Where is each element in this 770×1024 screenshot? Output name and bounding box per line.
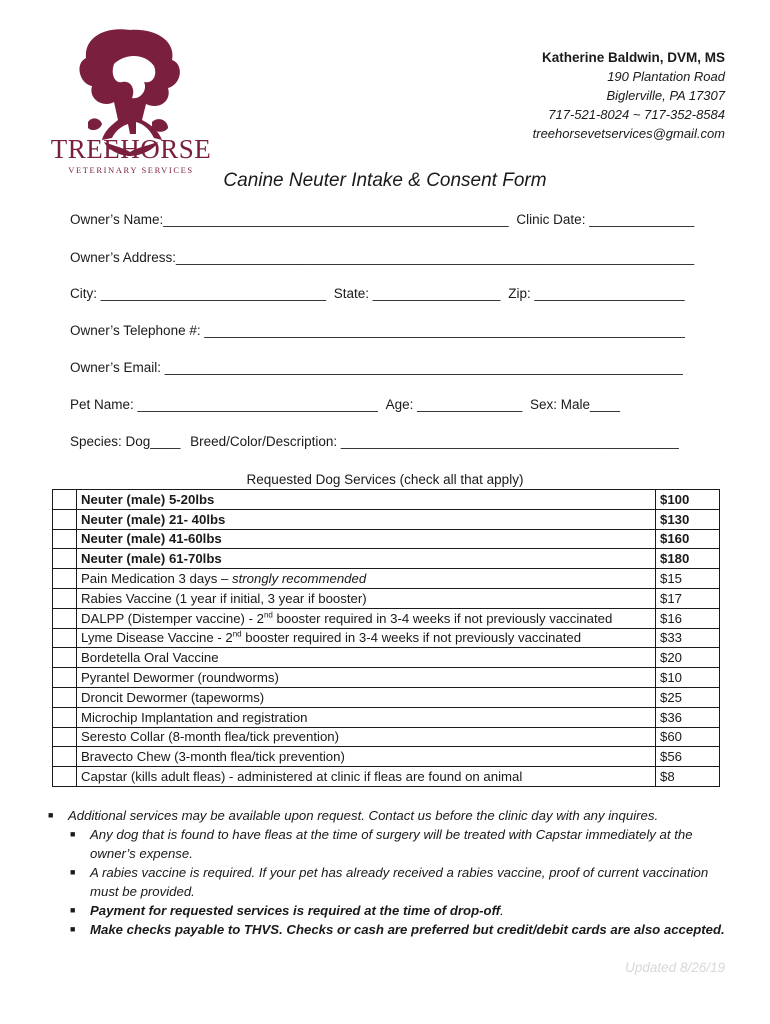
vet-name: Katherine Baldwin, DVM, MS bbox=[541, 50, 725, 65]
service-description: Microchip Implantation and registration bbox=[77, 707, 656, 727]
service-row[interactable] bbox=[53, 767, 720, 787]
service-price: $100 bbox=[656, 490, 720, 510]
note-additional-services: ■ Additional services may be available upon request. Contact us before the clinic day with any inquires. bbox=[48, 808, 659, 823]
contact-block bbox=[533, 48, 725, 143]
email-address: treehorsevetservices@gmail.com bbox=[532, 126, 725, 141]
service-description: Pyrantel Dewormer (roundworms) bbox=[77, 668, 656, 688]
breed-field[interactable]: Breed/Color/Description: _____________________________________________ bbox=[190, 434, 679, 449]
sex-field[interactable]: Sex: Male____ bbox=[529, 397, 621, 412]
service-description: Neuter (male) 5-20lbs bbox=[77, 490, 656, 510]
square-bullet-icon: ■ bbox=[48, 810, 54, 820]
service-row[interactable] bbox=[53, 588, 720, 608]
service-description: Pain Medication 3 days – strongly recommended bbox=[77, 569, 656, 589]
service-row[interactable] bbox=[53, 509, 720, 529]
service-price: $160 bbox=[656, 529, 720, 549]
service-description: Capstar (kills adult fleas) - administered at clinic if fleas are found on animal bbox=[77, 767, 656, 787]
species-row bbox=[70, 434, 679, 449]
service-price: $33 bbox=[656, 628, 720, 648]
service-checkbox-cell[interactable] bbox=[53, 569, 77, 589]
service-price: $10 bbox=[656, 668, 720, 688]
service-row[interactable] bbox=[53, 569, 720, 589]
service-price: $60 bbox=[656, 727, 720, 747]
square-bullet-icon: ■ bbox=[70, 905, 76, 915]
pet-row bbox=[70, 397, 620, 412]
services-table bbox=[52, 489, 720, 787]
square-bullet-icon: ■ bbox=[70, 867, 76, 877]
note-fleas: ■ Any dog that is found to have fleas at the time of surgery will be treated with Capstar immediately at the owner’s expense. bbox=[70, 827, 693, 861]
service-checkbox-cell[interactable] bbox=[53, 509, 77, 529]
service-checkbox-cell[interactable] bbox=[53, 588, 77, 608]
owner-name-row bbox=[70, 212, 694, 227]
service-description: Droncit Dewormer (tapeworms) bbox=[77, 687, 656, 707]
service-price: $36 bbox=[656, 707, 720, 727]
state-field[interactable]: State: _________________ bbox=[333, 286, 501, 301]
service-checkbox-cell[interactable] bbox=[53, 529, 77, 549]
city-state-zip-row bbox=[70, 286, 685, 301]
service-row[interactable] bbox=[53, 687, 720, 707]
notes-list bbox=[44, 806, 734, 939]
service-description: Neuter (male) 41-60lbs bbox=[77, 529, 656, 549]
service-checkbox-cell[interactable] bbox=[53, 490, 77, 510]
service-row[interactable] bbox=[53, 747, 720, 767]
service-description: Bordetella Oral Vaccine bbox=[77, 648, 656, 668]
note-rabies: ■ A rabies vaccine is required. If your pet has already received a rabies vaccine, proof of current vaccination must be provided. bbox=[70, 865, 709, 899]
service-row[interactable] bbox=[53, 628, 720, 648]
telephone-field[interactable]: Owner’s Telephone #: ________________________________________________________________ bbox=[70, 323, 685, 338]
address-line-2: Biglerville, PA 17307 bbox=[606, 88, 725, 103]
telephone-row bbox=[70, 323, 685, 338]
service-description: Lyme Disease Vaccine - 2nd booster required in 3-4 weeks if not previously vaccinated bbox=[77, 628, 656, 648]
service-checkbox-cell[interactable] bbox=[53, 648, 77, 668]
email-field[interactable]: Owner’s Email: _____________________________________________________________________ bbox=[70, 360, 683, 375]
service-price: $180 bbox=[656, 549, 720, 569]
service-description: DALPP (Distemper vaccine) - 2nd booster required in 3-4 weeks if not previously vaccinated bbox=[77, 608, 656, 628]
service-row[interactable] bbox=[53, 549, 720, 569]
city-field[interactable]: City: ______________________________ bbox=[70, 286, 326, 301]
service-price: $15 bbox=[656, 569, 720, 589]
service-price: $8 bbox=[656, 767, 720, 787]
service-checkbox-cell[interactable] bbox=[53, 628, 77, 648]
service-row[interactable] bbox=[53, 608, 720, 628]
age-field[interactable]: Age: ______________ bbox=[385, 397, 523, 412]
service-checkbox-cell[interactable] bbox=[53, 727, 77, 747]
address-line-1: 190 Plantation Road bbox=[607, 69, 725, 84]
service-description: Neuter (male) 21- 40lbs bbox=[77, 509, 656, 529]
service-price: $25 bbox=[656, 687, 720, 707]
owner-name-field[interactable]: Owner’s Name:______________________________________________ bbox=[70, 212, 509, 227]
updated-date: Updated 8/26/19 bbox=[625, 960, 725, 975]
service-description: Seresto Collar (8-month flea/tick prevention) bbox=[77, 727, 656, 747]
service-price: $20 bbox=[656, 648, 720, 668]
service-checkbox-cell[interactable] bbox=[53, 707, 77, 727]
service-checkbox-cell[interactable] bbox=[53, 687, 77, 707]
service-price: $16 bbox=[656, 608, 720, 628]
service-row[interactable] bbox=[53, 727, 720, 747]
service-row[interactable] bbox=[53, 707, 720, 727]
service-row[interactable] bbox=[53, 529, 720, 549]
service-row[interactable] bbox=[53, 668, 720, 688]
species-field[interactable]: Species: Dog____ bbox=[70, 434, 181, 449]
zip-field[interactable]: Zip: ____________________ bbox=[508, 286, 685, 301]
logo-wordmark: TREEHORSE bbox=[50, 134, 212, 164]
service-checkbox-cell[interactable] bbox=[53, 549, 77, 569]
owner-address-row bbox=[70, 250, 694, 265]
service-row[interactable] bbox=[53, 490, 720, 510]
service-price: $17 bbox=[656, 588, 720, 608]
service-checkbox-cell[interactable] bbox=[53, 668, 77, 688]
clinic-date-field[interactable]: Clinic Date: ______________ bbox=[516, 212, 695, 227]
service-description: Neuter (male) 61-70lbs bbox=[77, 549, 656, 569]
square-bullet-icon: ■ bbox=[70, 924, 76, 934]
logo-subtitle: VETERINARY SERVICES bbox=[68, 165, 194, 175]
note-payment: ■ Payment for requested services is required at the time of drop-off. bbox=[70, 903, 504, 918]
email-row bbox=[70, 360, 683, 375]
form-title: Canine Neuter Intake & Consent Form bbox=[223, 170, 547, 191]
owner-address-field[interactable]: Owner’s Address:_____________________________________________________________________ bbox=[70, 250, 695, 265]
service-checkbox-cell[interactable] bbox=[53, 747, 77, 767]
phone-numbers: 717-521-8024 ~ 717-352-8584 bbox=[548, 107, 725, 122]
service-price: $56 bbox=[656, 747, 720, 767]
service-row[interactable] bbox=[53, 648, 720, 668]
service-description: Rabies Vaccine (1 year if initial, 3 year if booster) bbox=[77, 588, 656, 608]
pet-name-field[interactable]: Pet Name: ________________________________ bbox=[70, 397, 378, 412]
note-checks: ■ Make checks payable to THVS. Checks or cash are preferred but credit/debit cards are also accepted. bbox=[70, 922, 725, 937]
services-caption: Requested Dog Services (check all that apply) bbox=[246, 472, 524, 487]
service-checkbox-cell[interactable] bbox=[53, 608, 77, 628]
service-price: $130 bbox=[656, 509, 720, 529]
service-description: Bravecto Chew (3-month flea/tick prevention) bbox=[77, 747, 656, 767]
square-bullet-icon: ■ bbox=[70, 829, 76, 839]
service-checkbox-cell[interactable] bbox=[53, 767, 77, 787]
